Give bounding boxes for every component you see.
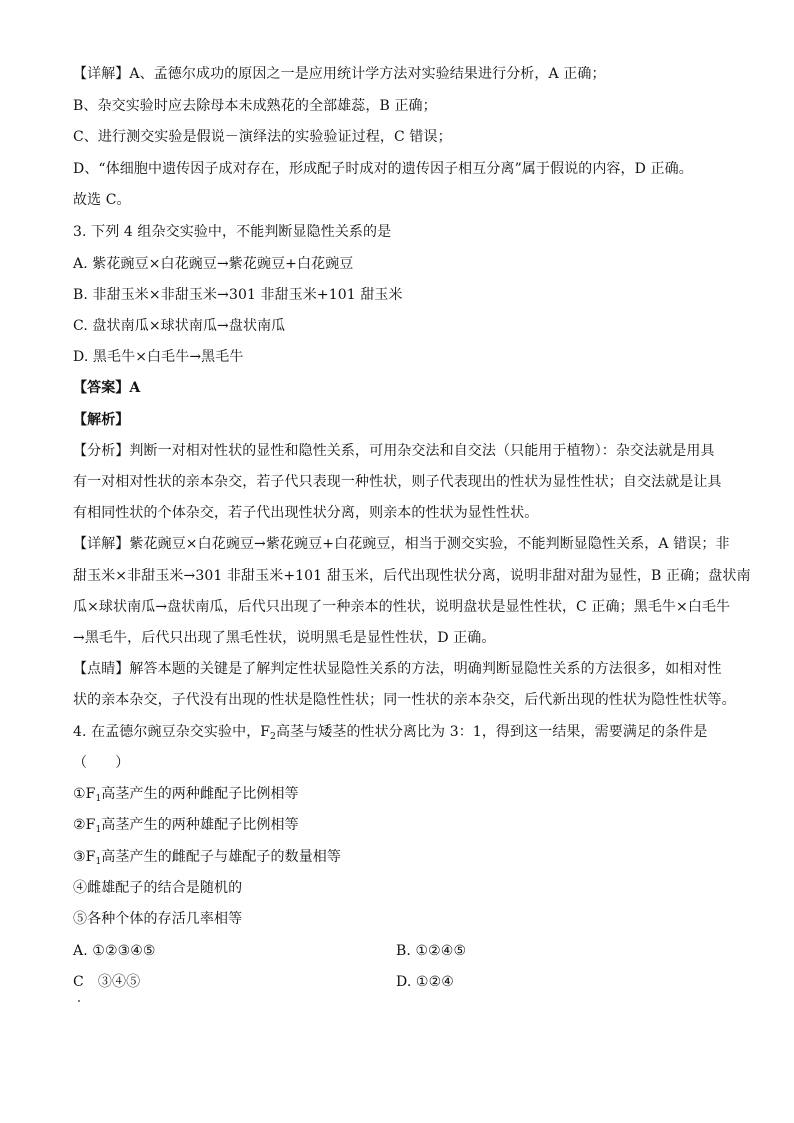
q3-detail-line-2: 甜玉米×非甜玉米→301 非甜玉米+101 甜玉米，后代出现性状分离，说明非甜对甜为显性，B 正确；盘状南	[73, 568, 751, 584]
q2-detail-line-4: D、“体细胞中遗传因子成对存在，形成配子时成对的遗传因子相互分离”属于假说的内容，D 正确。	[73, 161, 693, 177]
q4-stem	[73, 722, 733, 747]
q4-item-1-subscript: 1	[95, 794, 102, 804]
q3-answer: 【答案】A	[73, 380, 141, 396]
q4-item-1-pre: ①F	[73, 786, 96, 802]
q4-item-1-post: 高茎产生的两种雌配子比例相等	[101, 786, 299, 802]
q3-comment-line-1: 【点睛】解答本题的关键是了解判定性状显隐性关系的方法，明确判断显隐性关系的方法很多，如相对性	[73, 661, 722, 677]
q4-option-c: C ③④⑤	[73, 974, 141, 990]
q4-item-3	[73, 847, 733, 872]
q4-option-d: D. ①②④	[396, 974, 454, 990]
q4-item-2-pre: ②F	[73, 817, 96, 833]
q3-detail-line-3: 瓜×球状南瓜→盘状南瓜，后代只出现了一种亲本的性状，说明盘状是显性性状，C 正确；黑毛牛×白毛牛	[73, 599, 731, 615]
q3-option-b: B. 非甜玉米×非甜玉米→301 非甜玉米+101 甜玉米	[73, 287, 403, 303]
q4-item-2-post: 高茎产生的两种雄配子比例相等	[101, 817, 299, 833]
q3-analysis-line-1: 【分析】判断一对相对性状的显性和隐性关系，可用杂交法和自交法（只能用于植物）：杂交法就是用具	[73, 443, 715, 459]
q4-item-3-pre: ③F	[73, 849, 96, 865]
q2-detail-line-1: 【详解】A、孟德尔成功的原因之一是应用统计学方法对实验结果进行分析，A 正确；	[73, 66, 606, 82]
stray-mark	[78, 1000, 80, 1002]
q3-option-a: A. 紫花豌豆×白花豌豆→紫花豌豆+白花豌豆	[73, 256, 354, 272]
q3-analysis-heading: 【解析】	[73, 412, 130, 428]
q3-analysis-line-3: 有相同性状的个体杂交，若子代出现性状分离，则亲本的性状为显性性状。	[73, 505, 539, 521]
q4-item-5: ⑤各种个体的存活几率相等	[73, 911, 243, 927]
q4-stem-pre: 4. 在孟德尔豌豆杂交实验中，F	[73, 724, 271, 740]
q2-conclusion: 故选 C。	[73, 192, 131, 208]
q3-option-d: D. 黑毛牛×白毛牛→黑毛牛	[73, 349, 244, 365]
q2-detail-line-2: B、杂交实验时应去除母本未成熟花的全部雄蕊，B 正确；	[73, 98, 437, 114]
q4-option-b: B. ①②④⑤	[396, 943, 467, 959]
q4-item-4: ④雌雄配子的结合是随机的	[73, 880, 243, 896]
q3-option-c: C. 盘状南瓜×球状南瓜→盘状南瓜	[73, 318, 286, 334]
q4-item-2-subscript: 1	[95, 825, 102, 835]
q3-detail-line-1: 【详解】紫花豌豆×白花豌豆→紫花豌豆+白花豌豆，相当于测交实验，不能判断显隐性关系，A 错误；非	[73, 536, 730, 552]
q3-analysis-line-2: 有一对相对性状的亲本杂交，若子代只表现一种性状，则子代表现出的性状为显性性状；自交法就是让具	[73, 474, 722, 490]
q4-stem-subscript: 2	[270, 732, 276, 742]
q4-item-1	[73, 784, 733, 809]
q4-item-2	[73, 815, 733, 840]
q3-stem: 3. 下列 4 组杂交实验中，不能判断显隐性关系的是	[73, 224, 392, 240]
q3-comment-line-2: 状的亲本杂交，子代没有出现的性状是隐性性状；同一性状的亲本杂交，后代新出现的性状为隐性性状等。	[73, 692, 736, 708]
q4-option-a: A. ①②③④⑤	[73, 943, 156, 959]
q4-bracket: （ ）	[73, 755, 130, 771]
q4-item-3-post: 高茎产生的雌配子与雄配子的数量相等	[101, 849, 341, 865]
q3-detail-line-4: →黑毛牛，后代只出现了黑毛性状，说明黑毛是显性性状，D 正确。	[73, 630, 496, 646]
q2-detail-line-3: C、进行测交实验是假说－演绎法的实验验证过程，C 错误；	[73, 129, 452, 145]
q4-stem-post: 高茎与矮茎的性状分离比为 3：1，得到这一结果，需要满足的条件是	[275, 724, 708, 740]
q4-item-3-subscript: 1	[95, 857, 102, 867]
